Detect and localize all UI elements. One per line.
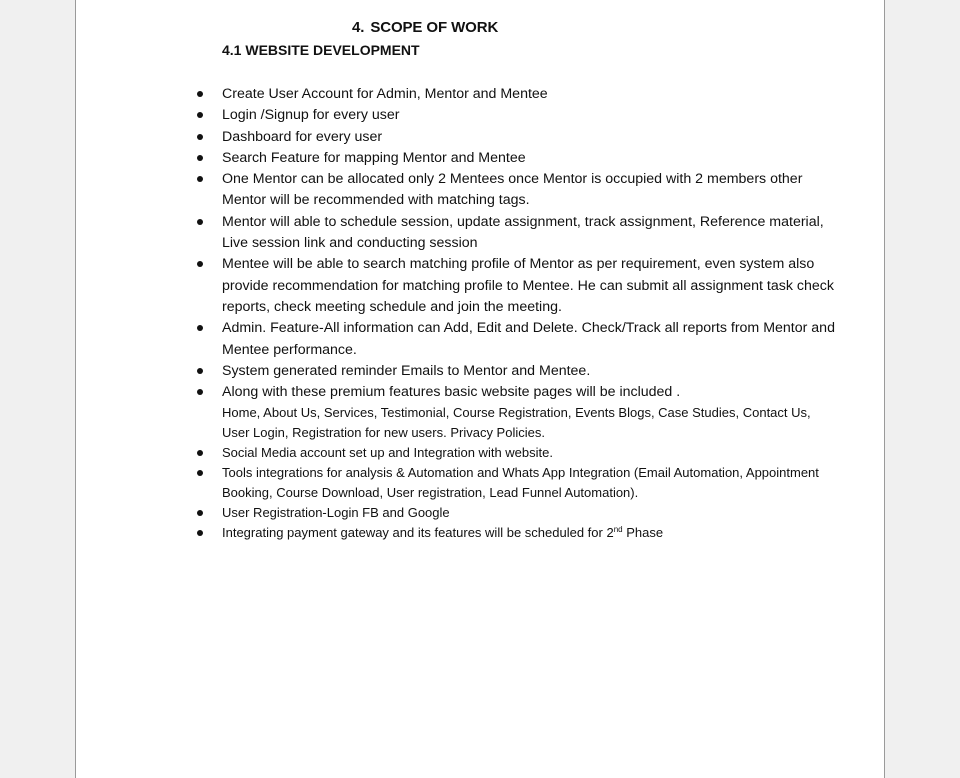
bullet-icon	[197, 176, 203, 182]
list-item: System generated reminder Emails to Mentor and Mentee.	[191, 361, 841, 382]
bullet-icon	[197, 325, 203, 331]
bullet-icon	[197, 470, 203, 476]
list-item: Tools integrations for analysis & Automation and Whats App Integration (Email Automation, Appointment Booking, Course Download, User registration, Lead Funnel Automation).	[191, 463, 841, 503]
bullet-icon	[197, 155, 203, 161]
list-item: Mentor will able to schedule session, update assignment, track assignment, Reference material, Live session link and conducting session	[191, 212, 841, 255]
list-item: Social Media account set up and Integration with website.	[191, 443, 841, 463]
bullet-icon	[197, 450, 203, 456]
section-heading	[352, 19, 498, 36]
section-title: SCOPE OF WORK	[370, 19, 499, 36]
bullet-icon	[197, 389, 203, 395]
list-item: Mentee will be able to search matching profile of Mentor as per requirement, even system also provide recommendation for matching profile to Mentee. He can submit all assignment task check reports, check meeting schedule and join the meeting.	[191, 254, 841, 318]
bullet-icon	[197, 91, 203, 97]
list-item: Login /Signup for every user	[191, 105, 841, 126]
bullet-icon	[197, 530, 203, 536]
list-item: Along with these premium features basic website pages will be included . Home, About Us, Services, Testimonial, Course Registration, Events Blogs, Case Studies, Contact Us, User Login, Registration for new users. Privacy Policies.	[191, 382, 841, 443]
document-page	[75, 0, 885, 778]
list-item: Integrating payment gateway and its features will be scheduled for 2nd Phase	[191, 523, 841, 543]
list-item: Admin. Feature-All information can Add, Edit and Delete. Check/Track all reports from Mentor and Mentee performance.	[191, 318, 841, 361]
list-item: User Registration-Login FB and Google	[191, 503, 841, 523]
section-number: 4.	[352, 19, 365, 36]
website-pages-list: Home, About Us, Services, Testimonial, Course Registration, Events Blogs, Case Studies, Contact Us, User Login, Registration for new users. Privacy Policies.	[222, 405, 811, 441]
bullet-icon	[197, 134, 203, 140]
list-item: One Mentor can be allocated only 2 Mentees once Mentor is occupied with 2 members other Mentor will be recommended with matching tags.	[191, 169, 841, 212]
list-item: Create User Account for Admin, Mentor and Mentee	[191, 84, 841, 105]
bullet-icon	[197, 219, 203, 225]
bullet-icon	[197, 112, 203, 118]
bullet-icon	[197, 261, 203, 267]
list-item: Search Feature for mapping Mentor and Mentee	[191, 148, 841, 169]
subsection-heading: 4.1 WEBSITE DEVELOPMENT	[222, 42, 420, 58]
bullet-icon	[197, 510, 203, 516]
bullet-icon	[197, 368, 203, 374]
superscript-text: nd	[613, 524, 623, 534]
list-item: Dashboard for every user	[191, 127, 841, 148]
scope-list	[191, 84, 841, 542]
